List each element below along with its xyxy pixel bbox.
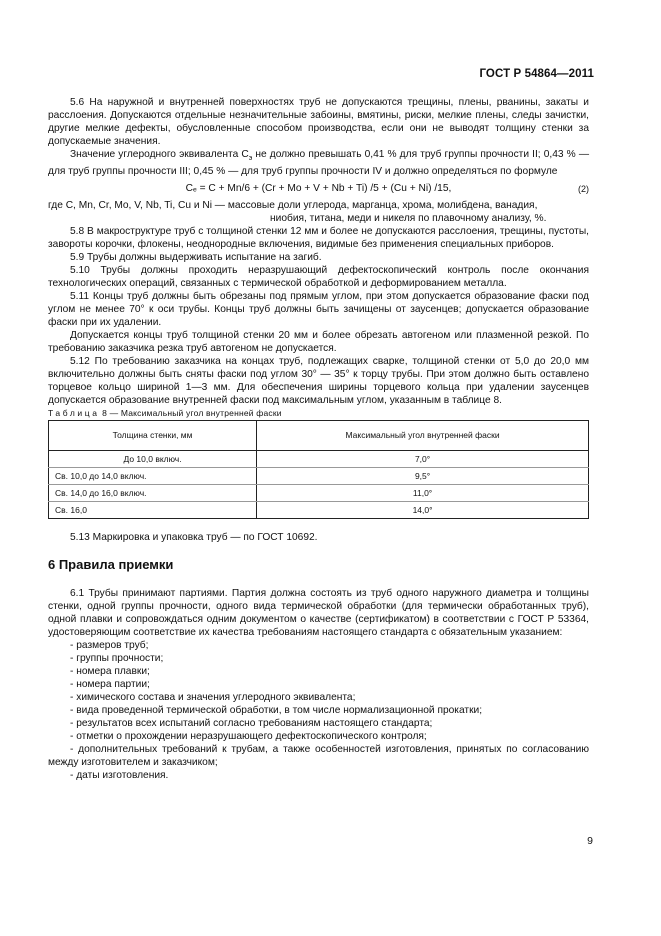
section-6-title: 6 Правила приемки: [48, 557, 174, 573]
paragraph-5-6: 5.6 На наружной и внутренней поверхностях труб не допускаются трещины, плены, рванины, закаты и расслоения. Допускаются отдельные незначительные забоины, вмятины, риски, мелкие плены, следы зачистки, другие мелкие дефекты, обусловленные способом производства, если они не выводят толщину стенки за допускаемые значения.: [48, 97, 589, 147]
list-item: - химического состава и значения углеродного эквивалента;: [70, 692, 356, 704]
table-row: [49, 502, 589, 519]
paragraph-5-13: 5.13 Маркировка и упаковка труб — по ГОСТ 10692.: [70, 532, 318, 544]
list-item: - вида проведенной термической обработки, в том числе нормализационной прокатки;: [70, 705, 483, 717]
paragraph-5-8: 5.8 В макроструктуре труб с толщиной стенки 12 мм и более не допускаются расслоения, трещины, пустоты, завороты корочки, флокены, неоднородные включения, видимые без применения специальных приборов.: [48, 226, 589, 251]
table-8: [48, 420, 589, 519]
table-cell-angle: 7,0°: [257, 451, 589, 468]
table-caption-word: Таблица: [48, 408, 100, 419]
table-cell-angle: 14,0°: [257, 502, 589, 519]
formula-text: Cₑ = C + Mn/6 + (Cr + Mo + V + Nb + Ti) /5 + (Cu + Ni) /15,: [185, 183, 452, 195]
list-item: - номера плавки;: [70, 666, 150, 678]
formula-number: (2): [578, 184, 589, 195]
table-cell-angle: 11,0°: [257, 485, 589, 502]
formula-2: [48, 182, 589, 196]
standard-header: ГОСТ Р 54864—2011: [479, 68, 594, 80]
list-item-long: - дополнительных требований к трубам, а также особенностей изготовления, принятых по согласованию между изготовителем и заказчиком;: [48, 744, 589, 769]
list-item: - размеров труб;: [70, 640, 149, 652]
list-item: - номера партии;: [70, 679, 150, 691]
list-item: - даты изготовления.: [70, 770, 169, 782]
table-row: [49, 485, 589, 502]
table-cell-thickness: Св. 10,0 до 14,0 включ.: [49, 468, 257, 485]
paragraph-5-10: 5.10 Трубы должны проходить неразрушающий дефектоскопический контроль после окончания технологических операций, связанных с термической обработкой и деформированием металла.: [48, 265, 589, 290]
carbon-text-before: Значение углеродного эквивалента С: [70, 149, 249, 160]
formula-where-line-1: где C, Mn, Cr, Mo, V, Nb, Ti, Cu и Ni — массовые доли углерода, марганца, хрома, молибдена, ванадия,: [48, 200, 538, 212]
table-8-caption: [48, 407, 589, 420]
carbon-subscript: э: [248, 155, 253, 163]
paragraph-5-11: 5.11 Концы труб должны быть обрезаны под прямым углом, при этом допускается образование фаски под углом не менее 70° к оси трубы. Концы труб должны быть зачищены от заусенцев; допускается образование фаски при их удалении.: [48, 291, 589, 329]
table-cell-thickness: Св. 16,0: [49, 502, 257, 519]
table-header-angle: Максимальный угол внутренней фаски: [257, 421, 589, 451]
paragraph-6-1: 6.1 Трубы принимают партиями. Партия должна состоять из труб одного наружного диаметра и толщины стенки, одной группы прочности, одного вида термической обработки (для термически обработанных труб), одной плавки и сопровождаться одним документом о качестве (сертификатом) в соответствии с ГОСТ Р 53364, удостоверяющим соответствие их качества требованиям настоящего стандарта с обязательным указанием:: [48, 588, 589, 639]
paragraph-5-12: 5.12 По требованию заказчика на концах труб, подлежащих сварке, толщиной стенки от 5,0 до 20,0 мм включительно должны быть сняты фаски под углом 30° — 35° к торцу трубы. При этом должно быть оставлено торцевое кольцо шириной 1—3 мм. Для обеспечения ширины торцевого кольца при удалении заусенцев допускается образование внутренней фаски под максимальным углом, указанным в таблице 8.: [48, 356, 589, 407]
table-caption-text: 8 — Максимальный угол внутренней фаски: [99, 408, 282, 419]
list-item: - отметки о прохождении неразрушающего дефектоскопического контроля;: [70, 731, 427, 743]
table-header-thickness: Толщина стенки, мм: [49, 421, 257, 451]
paragraph-5-11-b: Допускается концы труб толщиной стенки 20 мм и более обрезать автогеном или плазменной резкой. По требованию заказчика резка труб автогеном не допускается.: [48, 330, 589, 355]
list-item: - результатов всех испытаний согласно требованиям настоящего стандарта;: [70, 718, 433, 730]
table-header-row: [49, 421, 589, 451]
page-body: [48, 96, 589, 782]
list-item: - группы прочности;: [70, 653, 164, 665]
page-number: 9: [587, 835, 593, 847]
table-row: [49, 451, 589, 468]
formula-where-line-2: ниобия, титана, меди и никеля по плавочному анализу, %.: [270, 213, 547, 225]
table-row: [49, 468, 589, 485]
carbon-text-after: не должно превышать 0,41 % для труб группы прочности II; 0,43 % — для труб группы прочности III; 0,45 % — для труб группы прочности IV и должно определяться по формуле: [48, 149, 590, 178]
paragraph-5-9: 5.9 Трубы должны выдерживать испытание на загиб.: [70, 252, 322, 264]
table-cell-thickness: До 10,0 включ.: [49, 451, 257, 468]
table-cell-thickness: Св. 14,0 до 16,0 включ.: [49, 485, 257, 502]
table-cell-angle: 9,5°: [257, 468, 589, 485]
paragraph-carbon-equivalent: [48, 148, 589, 178]
